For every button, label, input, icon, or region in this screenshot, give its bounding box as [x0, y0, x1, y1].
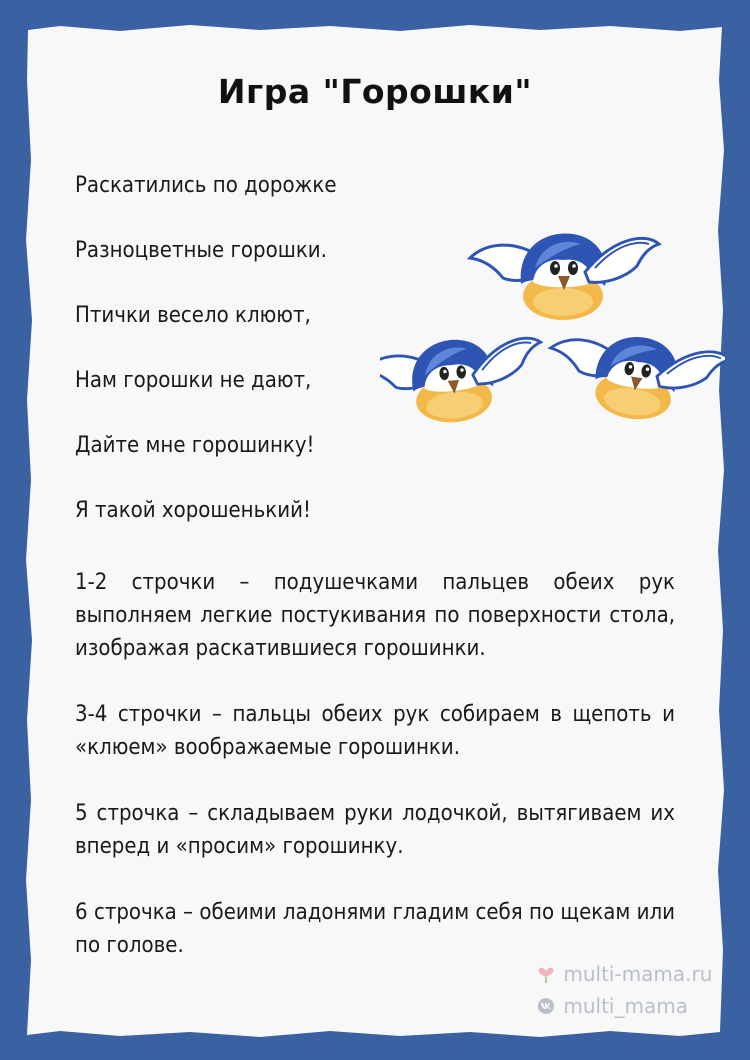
- vk-icon: [537, 996, 557, 1020]
- poem-line: Я такой хорошенький!: [75, 498, 311, 523]
- watermark-site: [537, 962, 712, 988]
- watermark-site-text: multi-mama.ru: [563, 962, 713, 986]
- instruction-paragraph: 1-2 строчки – подушечками пальцев обеих рук выполняем легкие постукивания по поверхности стола, изображая раскатившиеся горошинки.: [75, 570, 675, 661]
- watermark-vk-text: multi_mama: [563, 994, 688, 1018]
- poem: [75, 168, 337, 558]
- heart-flower-icon: [537, 963, 557, 988]
- poem-line: Дайте мне горошинку!: [75, 433, 315, 458]
- poem-line: Раскатились по дорожке: [75, 173, 337, 198]
- birds-illustration: [380, 218, 725, 448]
- instruction-paragraph: 3-4 строчки – пальцы обеих рук собираем в щепоть и «клюем» воображаемые горошинки.: [75, 702, 675, 760]
- instruction-paragraph: 6 строчка – обеими ладонями гладим себя по щекам или по голове.: [75, 900, 675, 958]
- watermark-vk: [537, 994, 688, 1020]
- poem-line: Птички весело клюют,: [75, 303, 311, 328]
- poem-line: Нам горошки не дают,: [75, 368, 312, 393]
- poem-line: Разноцветные горошки.: [75, 238, 327, 263]
- instruction-paragraph: 5 строчка – складываем руки лодочкой, вытягиваем их вперед и «просим» горошинку.: [75, 801, 675, 859]
- page-title: Игра "Горошки": [217, 72, 533, 111]
